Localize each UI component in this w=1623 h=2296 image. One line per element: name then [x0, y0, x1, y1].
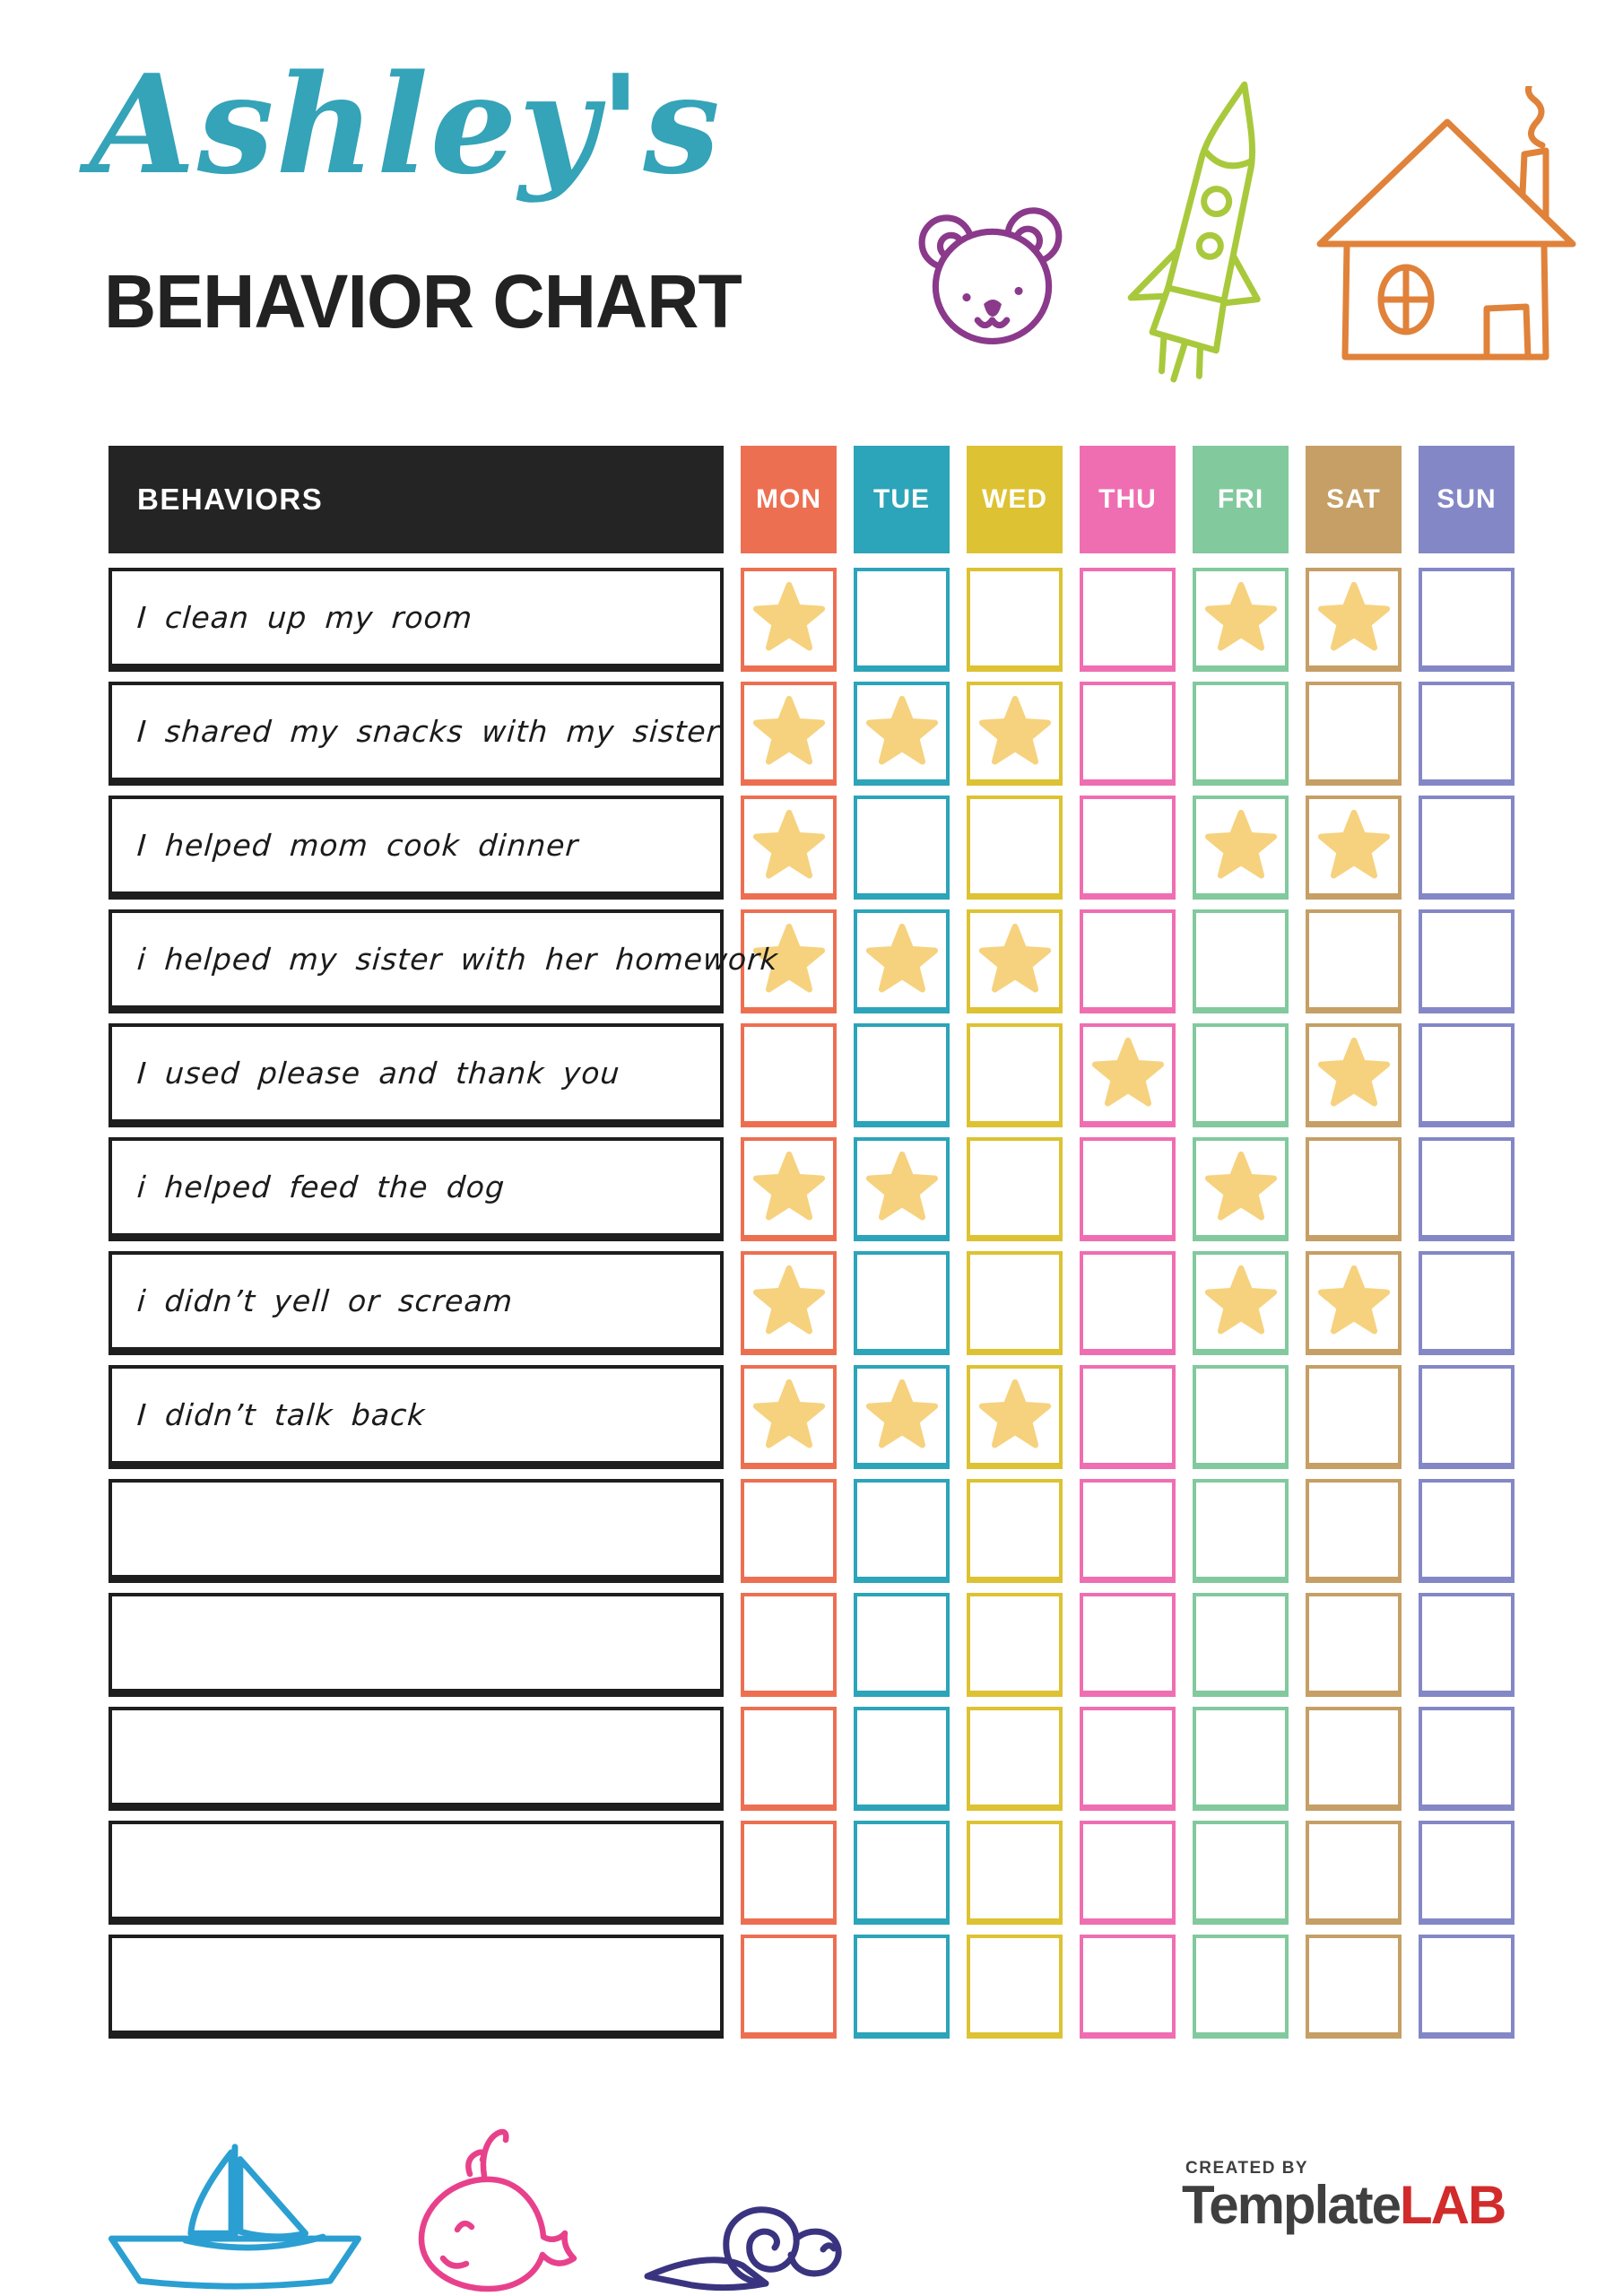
day-cell-tue[interactable] — [854, 909, 950, 1013]
day-cell-tue[interactable] — [854, 1023, 950, 1127]
behavior-label: i didn’t yell or scream — [135, 1283, 515, 1318]
day-cell-sat[interactable] — [1306, 568, 1402, 672]
day-cell-thu[interactable] — [1080, 1137, 1176, 1241]
behavior-cell — [108, 1479, 724, 1583]
day-cell-thu[interactable] — [1080, 1821, 1176, 1925]
star-icon — [1316, 1264, 1392, 1336]
chart-rows — [108, 568, 1515, 2039]
day-cell-sat[interactable] — [1306, 1593, 1402, 1697]
day-cell-mon[interactable] — [741, 1707, 837, 1811]
star-icon — [977, 922, 1053, 995]
day-cell-sun[interactable] — [1419, 796, 1515, 900]
behavior-chart-table — [108, 446, 1515, 2048]
star-icon — [1203, 808, 1279, 881]
day-cell-mon[interactable] — [741, 1479, 837, 1583]
behavior-cell — [108, 1137, 724, 1241]
star-icon — [864, 922, 940, 995]
day-cell-fri[interactable] — [1193, 682, 1289, 786]
table-row — [108, 909, 1515, 1013]
day-cell-fri[interactable] — [1193, 909, 1289, 1013]
star-icon — [1090, 1036, 1166, 1109]
day-cell-fri[interactable] — [1193, 1479, 1289, 1583]
day-cell-tue[interactable] — [854, 1935, 950, 2039]
logo-brand-text — [1182, 2175, 1506, 2235]
day-cell-sun[interactable] — [1419, 1365, 1515, 1469]
sailboat-icon — [99, 2140, 368, 2294]
page-title: BEHAVIOR CHART — [104, 259, 742, 344]
table-row — [108, 568, 1515, 672]
day-cell-fri[interactable] — [1193, 1023, 1289, 1127]
table-row — [108, 1479, 1515, 1583]
day-cell-sun[interactable] — [1419, 1023, 1515, 1127]
star-icon — [751, 580, 827, 653]
star-icon — [1316, 580, 1392, 653]
day-cell-sat[interactable] — [1306, 1137, 1402, 1241]
star-icon — [1316, 808, 1392, 881]
table-row — [108, 1707, 1515, 1811]
day-cell-fri[interactable] — [1193, 1137, 1289, 1241]
behavior-cell — [108, 1707, 724, 1811]
templatelab-logo — [1182, 2159, 1506, 2235]
behavior-cell — [108, 909, 780, 1013]
day-cell-sat[interactable] — [1306, 682, 1402, 786]
day-cell-sun[interactable] — [1419, 1593, 1515, 1697]
table-row — [108, 1821, 1515, 1925]
star-icon — [751, 1378, 827, 1450]
day-cell-wed[interactable] — [967, 568, 1063, 672]
star-icon — [864, 1150, 940, 1222]
day-cell-thu[interactable] — [1080, 1593, 1176, 1697]
day-cell-sun[interactable] — [1419, 1251, 1515, 1355]
behavior-label: I used please and thank you — [135, 1056, 621, 1091]
day-cell-wed[interactable] — [967, 909, 1063, 1013]
day-cell-wed[interactable] — [967, 1137, 1063, 1241]
day-cell-mon[interactable] — [741, 1023, 837, 1127]
table-row — [108, 1251, 1515, 1355]
day-cell-thu[interactable] — [1080, 1479, 1176, 1583]
day-cell-wed[interactable] — [967, 682, 1063, 786]
behavior-label: I helped mom cook dinner — [135, 828, 580, 863]
chart-header-row — [108, 446, 1515, 553]
day-cell-fri[interactable] — [1193, 1365, 1289, 1469]
house-icon — [1311, 86, 1582, 371]
behavior-cell — [108, 1365, 724, 1469]
logo-credit-text: CREATED BY — [1185, 2159, 1309, 2178]
whale-icon — [384, 2124, 601, 2296]
rocket-icon — [1123, 74, 1298, 389]
day-cell-tue[interactable] — [854, 1479, 950, 1583]
behavior-cell — [108, 1935, 724, 2039]
day-cell-mon[interactable] — [741, 682, 837, 786]
behaviors-header: BEHAVIORS — [108, 446, 724, 553]
day-cell-fri[interactable] — [1193, 1593, 1289, 1697]
day-cell-tue[interactable] — [854, 1821, 950, 1925]
day-header-thu: THU — [1080, 446, 1176, 553]
page-title-script: Ashley's — [90, 44, 722, 204]
day-cell-wed[interactable] — [967, 1365, 1063, 1469]
day-cell-fri[interactable] — [1193, 568, 1289, 672]
star-icon — [977, 1378, 1053, 1450]
day-cell-thu[interactable] — [1080, 1935, 1176, 2039]
star-icon — [864, 1378, 940, 1450]
day-cell-mon[interactable] — [741, 1365, 837, 1469]
day-cell-sat[interactable] — [1306, 909, 1402, 1013]
day-cell-mon[interactable] — [741, 796, 837, 900]
day-cell-thu[interactable] — [1080, 682, 1176, 786]
day-header-mon: MON — [741, 446, 837, 553]
day-cell-sat[interactable] — [1306, 1365, 1402, 1469]
day-cell-sat[interactable] — [1306, 796, 1402, 900]
day-cell-mon[interactable] — [741, 568, 837, 672]
day-cell-mon[interactable] — [741, 1821, 837, 1925]
behavior-label: i helped feed the dog — [135, 1170, 507, 1205]
day-header-tue: TUE — [854, 446, 950, 553]
day-cell-tue[interactable] — [854, 682, 950, 786]
day-cell-sun[interactable] — [1419, 568, 1515, 672]
day-cell-mon[interactable] — [741, 1137, 837, 1241]
day-cell-tue[interactable] — [854, 796, 950, 900]
day-header-sun: SUN — [1419, 446, 1515, 553]
day-header-sat: SAT — [1306, 446, 1402, 553]
day-cell-sun[interactable] — [1419, 1137, 1515, 1241]
day-cell-sat[interactable] — [1306, 1023, 1402, 1127]
day-cell-thu[interactable] — [1080, 568, 1176, 672]
day-cell-sun[interactable] — [1419, 1707, 1515, 1811]
day-cell-wed[interactable] — [967, 796, 1063, 900]
star-icon — [751, 1264, 827, 1336]
behavior-cell — [108, 796, 724, 900]
day-cell-fri[interactable] — [1193, 796, 1289, 900]
star-icon — [1203, 580, 1279, 653]
day-header-fri: FRI — [1193, 446, 1289, 553]
behavior-cell — [108, 1821, 724, 1925]
day-cell-sat[interactable] — [1306, 1707, 1402, 1811]
bear-icon — [916, 190, 1067, 348]
behavior-cell — [108, 1251, 724, 1355]
day-cell-mon[interactable] — [741, 1593, 837, 1697]
day-cell-thu[interactable] — [1080, 1251, 1176, 1355]
day-cell-tue[interactable] — [854, 568, 950, 672]
day-cell-thu[interactable] — [1080, 796, 1176, 900]
day-cell-sat[interactable] — [1306, 1821, 1402, 1925]
day-cell-tue[interactable] — [854, 1137, 950, 1241]
day-cell-thu[interactable] — [1080, 1023, 1176, 1127]
behavior-label: I shared my snacks with my sister — [135, 714, 721, 749]
behavior-label: I didn’t talk back — [135, 1397, 427, 1432]
day-cell-thu[interactable] — [1080, 1365, 1176, 1469]
day-cell-sat[interactable] — [1306, 1935, 1402, 2039]
table-row — [108, 1023, 1515, 1127]
day-cell-wed[interactable] — [967, 1479, 1063, 1583]
logo-brand-lab: LAB — [1399, 2175, 1506, 2235]
day-cell-sun[interactable] — [1419, 1821, 1515, 1925]
logo-brand-template: Template — [1182, 2175, 1400, 2235]
day-cell-wed[interactable] — [967, 1935, 1063, 2039]
star-icon — [751, 694, 827, 767]
day-cell-fri[interactable] — [1193, 1935, 1289, 2039]
table-row — [108, 796, 1515, 900]
day-header-wed: WED — [967, 446, 1063, 553]
star-icon — [977, 694, 1053, 767]
table-row — [108, 1137, 1515, 1241]
day-cell-fri[interactable] — [1193, 1821, 1289, 1925]
star-icon — [751, 1150, 827, 1222]
day-cell-tue[interactable] — [854, 1365, 950, 1469]
day-cell-tue[interactable] — [854, 1707, 950, 1811]
behavior-label: i helped my sister with her homework — [135, 942, 780, 977]
table-row — [108, 1365, 1515, 1469]
day-cell-thu[interactable] — [1080, 1707, 1176, 1811]
behavior-cell — [108, 1593, 724, 1697]
star-icon — [864, 694, 940, 767]
day-cell-mon[interactable] — [741, 1251, 837, 1355]
day-cell-thu[interactable] — [1080, 909, 1176, 1013]
day-cell-fri[interactable] — [1193, 1251, 1289, 1355]
day-cell-mon[interactable] — [741, 1935, 837, 2039]
behavior-label: I clean up my room — [135, 600, 474, 635]
star-icon — [1203, 1150, 1279, 1222]
day-cell-wed[interactable] — [967, 1251, 1063, 1355]
behavior-cell — [108, 682, 724, 786]
table-row — [108, 1935, 1515, 2039]
day-cell-wed[interactable] — [967, 1023, 1063, 1127]
star-icon — [1316, 1036, 1392, 1109]
day-cell-fri[interactable] — [1193, 1707, 1289, 1811]
table-row — [108, 682, 1515, 786]
day-cell-tue[interactable] — [854, 1593, 950, 1697]
behavior-cell — [108, 568, 724, 672]
day-cell-sun[interactable] — [1419, 909, 1515, 1013]
behavior-cell — [108, 1023, 724, 1127]
star-icon — [751, 808, 827, 881]
table-row — [108, 1593, 1515, 1697]
day-cell-sat[interactable] — [1306, 1479, 1402, 1583]
snail-icon — [638, 2190, 852, 2296]
day-cell-tue[interactable] — [854, 1251, 950, 1355]
day-cell-wed[interactable] — [967, 1707, 1063, 1811]
day-cell-sun[interactable] — [1419, 682, 1515, 786]
day-cell-wed[interactable] — [967, 1593, 1063, 1697]
day-cell-wed[interactable] — [967, 1821, 1063, 1925]
star-icon — [1203, 1264, 1279, 1336]
day-cell-sun[interactable] — [1419, 1935, 1515, 2039]
day-cell-sun[interactable] — [1419, 1479, 1515, 1583]
day-cell-sat[interactable] — [1306, 1251, 1402, 1355]
